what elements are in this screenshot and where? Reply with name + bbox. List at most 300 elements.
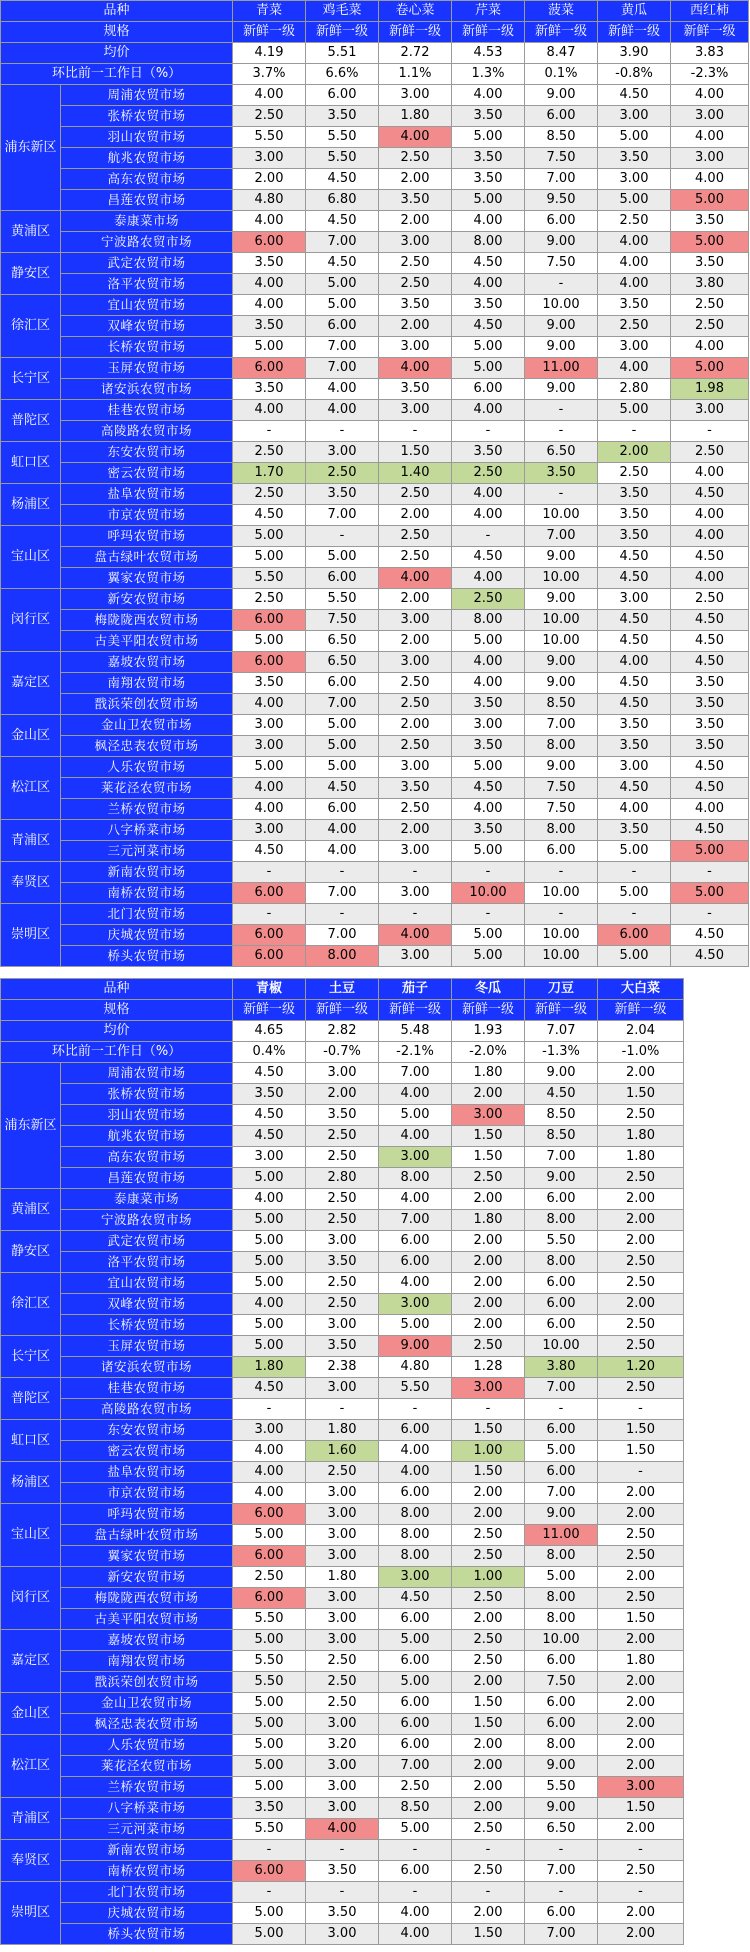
price-cell: 2.00 (379, 316, 452, 337)
price-cell: 4.50 (306, 211, 379, 232)
price-cell: 7.00 (525, 169, 598, 190)
market-name: 市京农贸市场 (61, 1483, 233, 1504)
market-name: 八字桥菜市场 (61, 1798, 233, 1819)
price-cell: 9.00 (525, 379, 598, 400)
column-header: 黄瓜 (598, 1, 671, 22)
price-cell: 1.50 (598, 1798, 684, 1819)
price-cell: 5.50 (233, 568, 306, 589)
market-name: 新安农贸市场 (61, 1567, 233, 1588)
price-cell: 8.00 (452, 232, 525, 253)
price-cell: - (525, 862, 598, 883)
price-cell: 2.00 (598, 1210, 684, 1231)
spec-row (1, 22, 749, 43)
price-cell: 3.50 (452, 736, 525, 757)
price-cell: 10.00 (525, 568, 598, 589)
price-cell: 2.50 (379, 484, 452, 505)
market-row (1, 1441, 684, 1462)
price-cell: 10.00 (525, 883, 598, 904)
price-cell: 8.00 (525, 1252, 598, 1273)
price-cell: 3.00 (598, 1777, 684, 1798)
price-cell: 5.00 (233, 1525, 306, 1546)
district-name: 宝山区 (1, 526, 61, 589)
market-row (1, 1084, 684, 1105)
price-cell: 5.50 (379, 1378, 452, 1399)
price-cell: 4.00 (379, 1084, 452, 1105)
price-cell: 2.50 (671, 316, 749, 337)
price-cell: 2.80 (306, 1168, 379, 1189)
price-cell: 2.50 (598, 211, 671, 232)
price-cell: 3.00 (306, 1315, 379, 1336)
price-cell: 2.50 (671, 589, 749, 610)
price-cell: 5.00 (671, 232, 749, 253)
price-cell: 4.00 (671, 85, 749, 106)
market-name: 桥头农贸市场 (61, 946, 233, 967)
price-cell: 3.00 (598, 589, 671, 610)
district-name: 黄浦区 (1, 1189, 61, 1231)
price-cell: 3.00 (306, 442, 379, 463)
price-cell: 4.00 (452, 274, 525, 295)
price-cell: 1.80 (379, 106, 452, 127)
market-name: 宁波路农贸市场 (61, 232, 233, 253)
spec-cell: 新鲜一级 (233, 1000, 306, 1021)
price-cell: 5.00 (233, 1273, 306, 1294)
market-row (1, 1231, 684, 1252)
price-cell: 9.00 (525, 337, 598, 358)
market-name: 东安农贸市场 (61, 1420, 233, 1441)
market-name: 高东农贸市场 (61, 1147, 233, 1168)
price-cell: 3.50 (306, 106, 379, 127)
price-cell: 10.00 (525, 1630, 598, 1651)
price-cell: 8.00 (525, 736, 598, 757)
spec-cell: 新鲜一级 (306, 22, 379, 43)
market-row (1, 1672, 684, 1693)
market-row (1, 1525, 684, 1546)
price-cell: 3.00 (379, 232, 452, 253)
price-cell: - (598, 1840, 684, 1861)
price-cell: 3.00 (598, 757, 671, 778)
price-cell: 2.50 (598, 1588, 684, 1609)
price-cell: 5.50 (233, 127, 306, 148)
price-cell: 3.00 (233, 820, 306, 841)
market-row (1, 1819, 684, 1840)
spec-cell: 新鲜一级 (379, 1000, 452, 1021)
market-name: 新南农贸市场 (61, 1840, 233, 1861)
price-cell: 2.50 (379, 526, 452, 547)
price-cell: 9.00 (525, 85, 598, 106)
price-cell: 9.00 (525, 652, 598, 673)
price-cell: 7.00 (525, 526, 598, 547)
spec-cell: 新鲜一级 (671, 22, 749, 43)
price-cell: 7.00 (306, 505, 379, 526)
change-cell: -0.7% (306, 1042, 379, 1063)
price-cell: 6.00 (233, 610, 306, 631)
market-row (1, 799, 749, 820)
price-cell: 2.00 (452, 1777, 525, 1798)
price-cell: 3.50 (306, 484, 379, 505)
price-cell: 2.00 (598, 1504, 684, 1525)
column-header: 茄子 (379, 979, 452, 1000)
market-row (1, 463, 749, 484)
price-cell: 4.00 (598, 232, 671, 253)
price-cell: 2.00 (452, 1483, 525, 1504)
market-name: 南桥农贸市场 (61, 883, 233, 904)
price-cell: - (233, 862, 306, 883)
market-row (1, 379, 749, 400)
price-cell: 3.00 (306, 1588, 379, 1609)
market-name: 武定农贸市场 (61, 253, 233, 274)
price-cell: 3.00 (306, 1546, 379, 1567)
price-cell: 6.00 (306, 568, 379, 589)
price-cell: 8.50 (525, 1126, 598, 1147)
price-cell: 3.00 (379, 883, 452, 904)
price-cell: 3.50 (598, 820, 671, 841)
price-cell: 7.00 (525, 1378, 598, 1399)
market-name: 古美平阳农贸市场 (61, 1609, 233, 1630)
price-cell: 7.00 (306, 883, 379, 904)
market-name: 宜山农贸市场 (61, 295, 233, 316)
price-cell: 4.00 (233, 1483, 306, 1504)
price-cell: 1.50 (598, 1441, 684, 1462)
price-cell: 3.50 (306, 1861, 379, 1882)
price-cell: 5.00 (306, 295, 379, 316)
price-cell: 5.50 (306, 589, 379, 610)
price-cell: 3.50 (598, 505, 671, 526)
market-name: 密云农贸市场 (61, 1441, 233, 1462)
price-cell: 6.00 (525, 1462, 598, 1483)
price-cell: 3.50 (233, 1084, 306, 1105)
price-cell: 1.80 (598, 1147, 684, 1168)
price-cell: 2.00 (598, 1714, 684, 1735)
price-cell: 1.80 (598, 1126, 684, 1147)
market-row (1, 1840, 684, 1861)
price-cell: 4.00 (598, 652, 671, 673)
price-cell: 7.50 (525, 253, 598, 274)
price-cell: 5.50 (525, 1231, 598, 1252)
price-cell: 3.50 (598, 526, 671, 547)
price-cell: 4.00 (379, 1126, 452, 1147)
price-cell: 2.50 (379, 148, 452, 169)
district-name: 虹口区 (1, 442, 61, 484)
price-cell: 5.00 (233, 547, 306, 568)
market-name: 戬浜荣创农贸市场 (61, 694, 233, 715)
market-row (1, 337, 749, 358)
district-name: 嘉定区 (1, 652, 61, 715)
price-cell: 5.00 (306, 547, 379, 568)
price-cell: 4.50 (306, 778, 379, 799)
price-cell: 1.70 (233, 463, 306, 484)
market-name: 宜山农贸市场 (61, 1273, 233, 1294)
price-cell: 5.00 (452, 337, 525, 358)
price-cell: 5.00 (525, 1567, 598, 1588)
price-cell: 2.50 (233, 442, 306, 463)
price-cell: - (233, 1882, 306, 1903)
price-cell: 5.50 (233, 1672, 306, 1693)
price-cell: 5.00 (598, 400, 671, 421)
market-row (1, 1735, 684, 1756)
market-row (1, 85, 749, 106)
price-cell: - (452, 1399, 525, 1420)
price-cell: - (598, 904, 671, 925)
price-cell: 4.50 (233, 1105, 306, 1126)
market-name: 翼家农贸市场 (61, 1546, 233, 1567)
price-cell: 4.50 (598, 568, 671, 589)
price-cell: 5.00 (233, 337, 306, 358)
market-name: 盘古绿叶农贸市场 (61, 547, 233, 568)
header-row (1, 979, 684, 1000)
market-row (1, 1315, 684, 1336)
price-cell: 3.00 (598, 106, 671, 127)
price-cell: 7.00 (306, 337, 379, 358)
market-name: 枫泾忠表农贸市场 (61, 736, 233, 757)
price-cell: 6.00 (233, 925, 306, 946)
change-label: 环比前一工作日（%） (1, 1042, 233, 1063)
change-cell: 6.6% (306, 64, 379, 85)
price-cell: 2.50 (379, 673, 452, 694)
price-cell: 3.50 (452, 169, 525, 190)
average-row (1, 43, 749, 64)
price-cell: 3.50 (452, 820, 525, 841)
price-cell: 4.00 (452, 652, 525, 673)
market-row (1, 1924, 684, 1945)
spec-cell: 新鲜一级 (525, 22, 598, 43)
market-row (1, 1777, 684, 1798)
price-cell: 2.00 (598, 1294, 684, 1315)
price-cell: 8.00 (525, 1210, 598, 1231)
column-header: 青菜 (233, 1, 306, 22)
price-cell: 3.00 (306, 1525, 379, 1546)
market-row (1, 442, 749, 463)
market-name: 人乐农贸市场 (61, 1735, 233, 1756)
price-cell: 4.00 (671, 169, 749, 190)
market-row (1, 673, 749, 694)
price-cell: 2.00 (452, 1903, 525, 1924)
price-cell: 7.50 (525, 1672, 598, 1693)
price-cell: 1.50 (452, 1126, 525, 1147)
district-name: 长宁区 (1, 358, 61, 400)
price-cell: - (598, 1399, 684, 1420)
price-cell: 3.00 (306, 1609, 379, 1630)
change-row (1, 64, 749, 85)
price-cell: 5.00 (598, 841, 671, 862)
price-cell: 4.00 (452, 799, 525, 820)
average-label: 均价 (1, 43, 233, 64)
market-row (1, 316, 749, 337)
price-cell: 5.00 (379, 1315, 452, 1336)
price-cell: 7.00 (379, 1063, 452, 1084)
price-cell: 1.50 (452, 1714, 525, 1735)
price-cell: 3.50 (452, 694, 525, 715)
price-cell: 2.00 (452, 1273, 525, 1294)
price-cell: 7.00 (525, 1924, 598, 1945)
price-cell: 3.50 (598, 736, 671, 757)
column-header: 卷心菜 (379, 1, 452, 22)
price-cell: 3.00 (306, 1231, 379, 1252)
header-row (1, 1, 749, 22)
market-row (1, 526, 749, 547)
price-cell: 2.00 (452, 1252, 525, 1273)
market-row (1, 1546, 684, 1567)
price-cell: 5.00 (598, 883, 671, 904)
price-cell: 8.00 (525, 1546, 598, 1567)
price-cell: 3.50 (671, 736, 749, 757)
price-cell: 7.00 (306, 694, 379, 715)
price-cell: 6.00 (525, 1420, 598, 1441)
district-name: 黄浦区 (1, 211, 61, 253)
price-cell: 4.00 (379, 1441, 452, 1462)
price-cell: 3.00 (306, 1378, 379, 1399)
market-name: 高东农贸市场 (61, 169, 233, 190)
district-name: 闵行区 (1, 589, 61, 652)
price-cell: 4.00 (379, 358, 452, 379)
price-cell: 3.50 (379, 295, 452, 316)
price-cell: - (525, 1882, 598, 1903)
price-cell: 3.00 (306, 1504, 379, 1525)
price-cell: 11.00 (525, 358, 598, 379)
price-cell: 3.00 (233, 1147, 306, 1168)
price-cell: 5.00 (452, 127, 525, 148)
price-cell: 2.50 (452, 589, 525, 610)
market-name: 三元河菜市场 (61, 841, 233, 862)
price-cell: 6.00 (525, 1651, 598, 1672)
price-cell: 6.00 (379, 1420, 452, 1441)
price-cell: - (306, 421, 379, 442)
spec-cell: 新鲜一级 (598, 22, 671, 43)
price-cell: 2.50 (452, 1525, 525, 1546)
price-cell: 3.00 (306, 1756, 379, 1777)
price-cell: 4.50 (452, 547, 525, 568)
price-cell: 4.50 (233, 1063, 306, 1084)
market-name: 长桥农贸市场 (61, 1315, 233, 1336)
price-cell: 3.50 (452, 442, 525, 463)
market-name: 南桥农贸市场 (61, 1861, 233, 1882)
price-cell: 9.00 (525, 1063, 598, 1084)
price-cell: 2.00 (452, 1084, 525, 1105)
price-cell: 3.00 (379, 841, 452, 862)
market-row (1, 1462, 684, 1483)
district-name: 松江区 (1, 757, 61, 820)
price-cell: 4.00 (233, 694, 306, 715)
price-cell: 3.50 (233, 316, 306, 337)
price-cell: 2.00 (379, 589, 452, 610)
market-name: 泰康菜市场 (61, 1189, 233, 1210)
price-cell: 2.50 (379, 547, 452, 568)
price-cell: 1.80 (233, 1357, 306, 1378)
price-cell: 2.50 (452, 1861, 525, 1882)
price-cell: 4.50 (671, 925, 749, 946)
market-name: 诸安浜农贸市场 (61, 1357, 233, 1378)
price-cell: 4.00 (671, 799, 749, 820)
price-cell: 4.00 (671, 526, 749, 547)
market-name: 庆城农贸市场 (61, 1903, 233, 1924)
price-cell: - (306, 526, 379, 547)
price-cell: 10.00 (525, 610, 598, 631)
market-row (1, 631, 749, 652)
price-cell: - (598, 1882, 684, 1903)
price-cell: 5.00 (452, 841, 525, 862)
price-cell: 2.50 (671, 295, 749, 316)
price-cell: 6.00 (233, 1546, 306, 1567)
price-cell: 3.50 (452, 295, 525, 316)
price-cell: 2.50 (598, 1252, 684, 1273)
average-row (1, 1021, 684, 1042)
market-row (1, 1168, 684, 1189)
price-cell: 2.00 (379, 631, 452, 652)
price-cell: 2.00 (379, 715, 452, 736)
price-cell: 3.00 (306, 1483, 379, 1504)
price-cell: 2.50 (306, 1189, 379, 1210)
market-name: 市京农贸市场 (61, 505, 233, 526)
price-cell: - (306, 904, 379, 925)
price-cell: 3.50 (233, 1798, 306, 1819)
price-cell: 5.00 (379, 1630, 452, 1651)
district-name: 崇明区 (1, 904, 61, 967)
price-cell: 8.50 (379, 1798, 452, 1819)
price-cell: 4.00 (233, 1462, 306, 1483)
market-row (1, 1630, 684, 1651)
price-cell: 4.00 (452, 400, 525, 421)
price-cell: - (379, 904, 452, 925)
price-cell: 6.50 (306, 652, 379, 673)
market-name: 高陵路农贸市场 (61, 1399, 233, 1420)
price-cell: 9.00 (525, 232, 598, 253)
price-cell: 3.00 (452, 1105, 525, 1126)
price-cell: 7.00 (379, 1210, 452, 1231)
price-cell: 5.00 (671, 190, 749, 211)
price-cell: 3.00 (233, 148, 306, 169)
price-cell: 7.00 (525, 1147, 598, 1168)
price-cell: 3.50 (671, 253, 749, 274)
spec-cell: 新鲜一级 (233, 22, 306, 43)
price-cell: 1.80 (452, 1063, 525, 1084)
market-name: 嘉坡农贸市场 (61, 1630, 233, 1651)
price-cell: 4.50 (379, 1588, 452, 1609)
district-name: 杨浦区 (1, 484, 61, 526)
price-cell: 9.50 (525, 190, 598, 211)
price-cell: 7.00 (379, 1756, 452, 1777)
price-cell: 6.00 (379, 1861, 452, 1882)
price-cell: 2.50 (233, 589, 306, 610)
market-row (1, 946, 749, 967)
price-cell: 4.00 (306, 1819, 379, 1840)
average-cell: 7.07 (525, 1021, 598, 1042)
price-cell: 6.00 (306, 799, 379, 820)
price-cell: 1.50 (452, 1462, 525, 1483)
price-cell: 4.50 (671, 757, 749, 778)
change-cell: -2.0% (452, 1042, 525, 1063)
price-cell: 1.40 (379, 463, 452, 484)
district-name: 奉贤区 (1, 1840, 61, 1882)
average-cell: 2.72 (379, 43, 452, 64)
price-cell: 2.00 (306, 1084, 379, 1105)
price-cell: 7.50 (525, 778, 598, 799)
market-name: 航兆农贸市场 (61, 1126, 233, 1147)
change-cell: -1.3% (525, 1042, 598, 1063)
price-cell: 10.00 (452, 883, 525, 904)
market-name: 八字桥菜市场 (61, 820, 233, 841)
price-cell: 6.00 (233, 232, 306, 253)
market-row (1, 694, 749, 715)
price-cell: 6.00 (233, 883, 306, 904)
price-cell: 2.50 (306, 1147, 379, 1168)
price-cell: 5.50 (233, 1819, 306, 1840)
price-cell: 3.00 (379, 757, 452, 778)
price-cell: 5.50 (233, 1651, 306, 1672)
price-cell: 8.00 (525, 820, 598, 841)
price-cell: 3.00 (233, 1420, 306, 1441)
district-name: 虹口区 (1, 1420, 61, 1462)
market-row (1, 484, 749, 505)
market-row (1, 1483, 684, 1504)
